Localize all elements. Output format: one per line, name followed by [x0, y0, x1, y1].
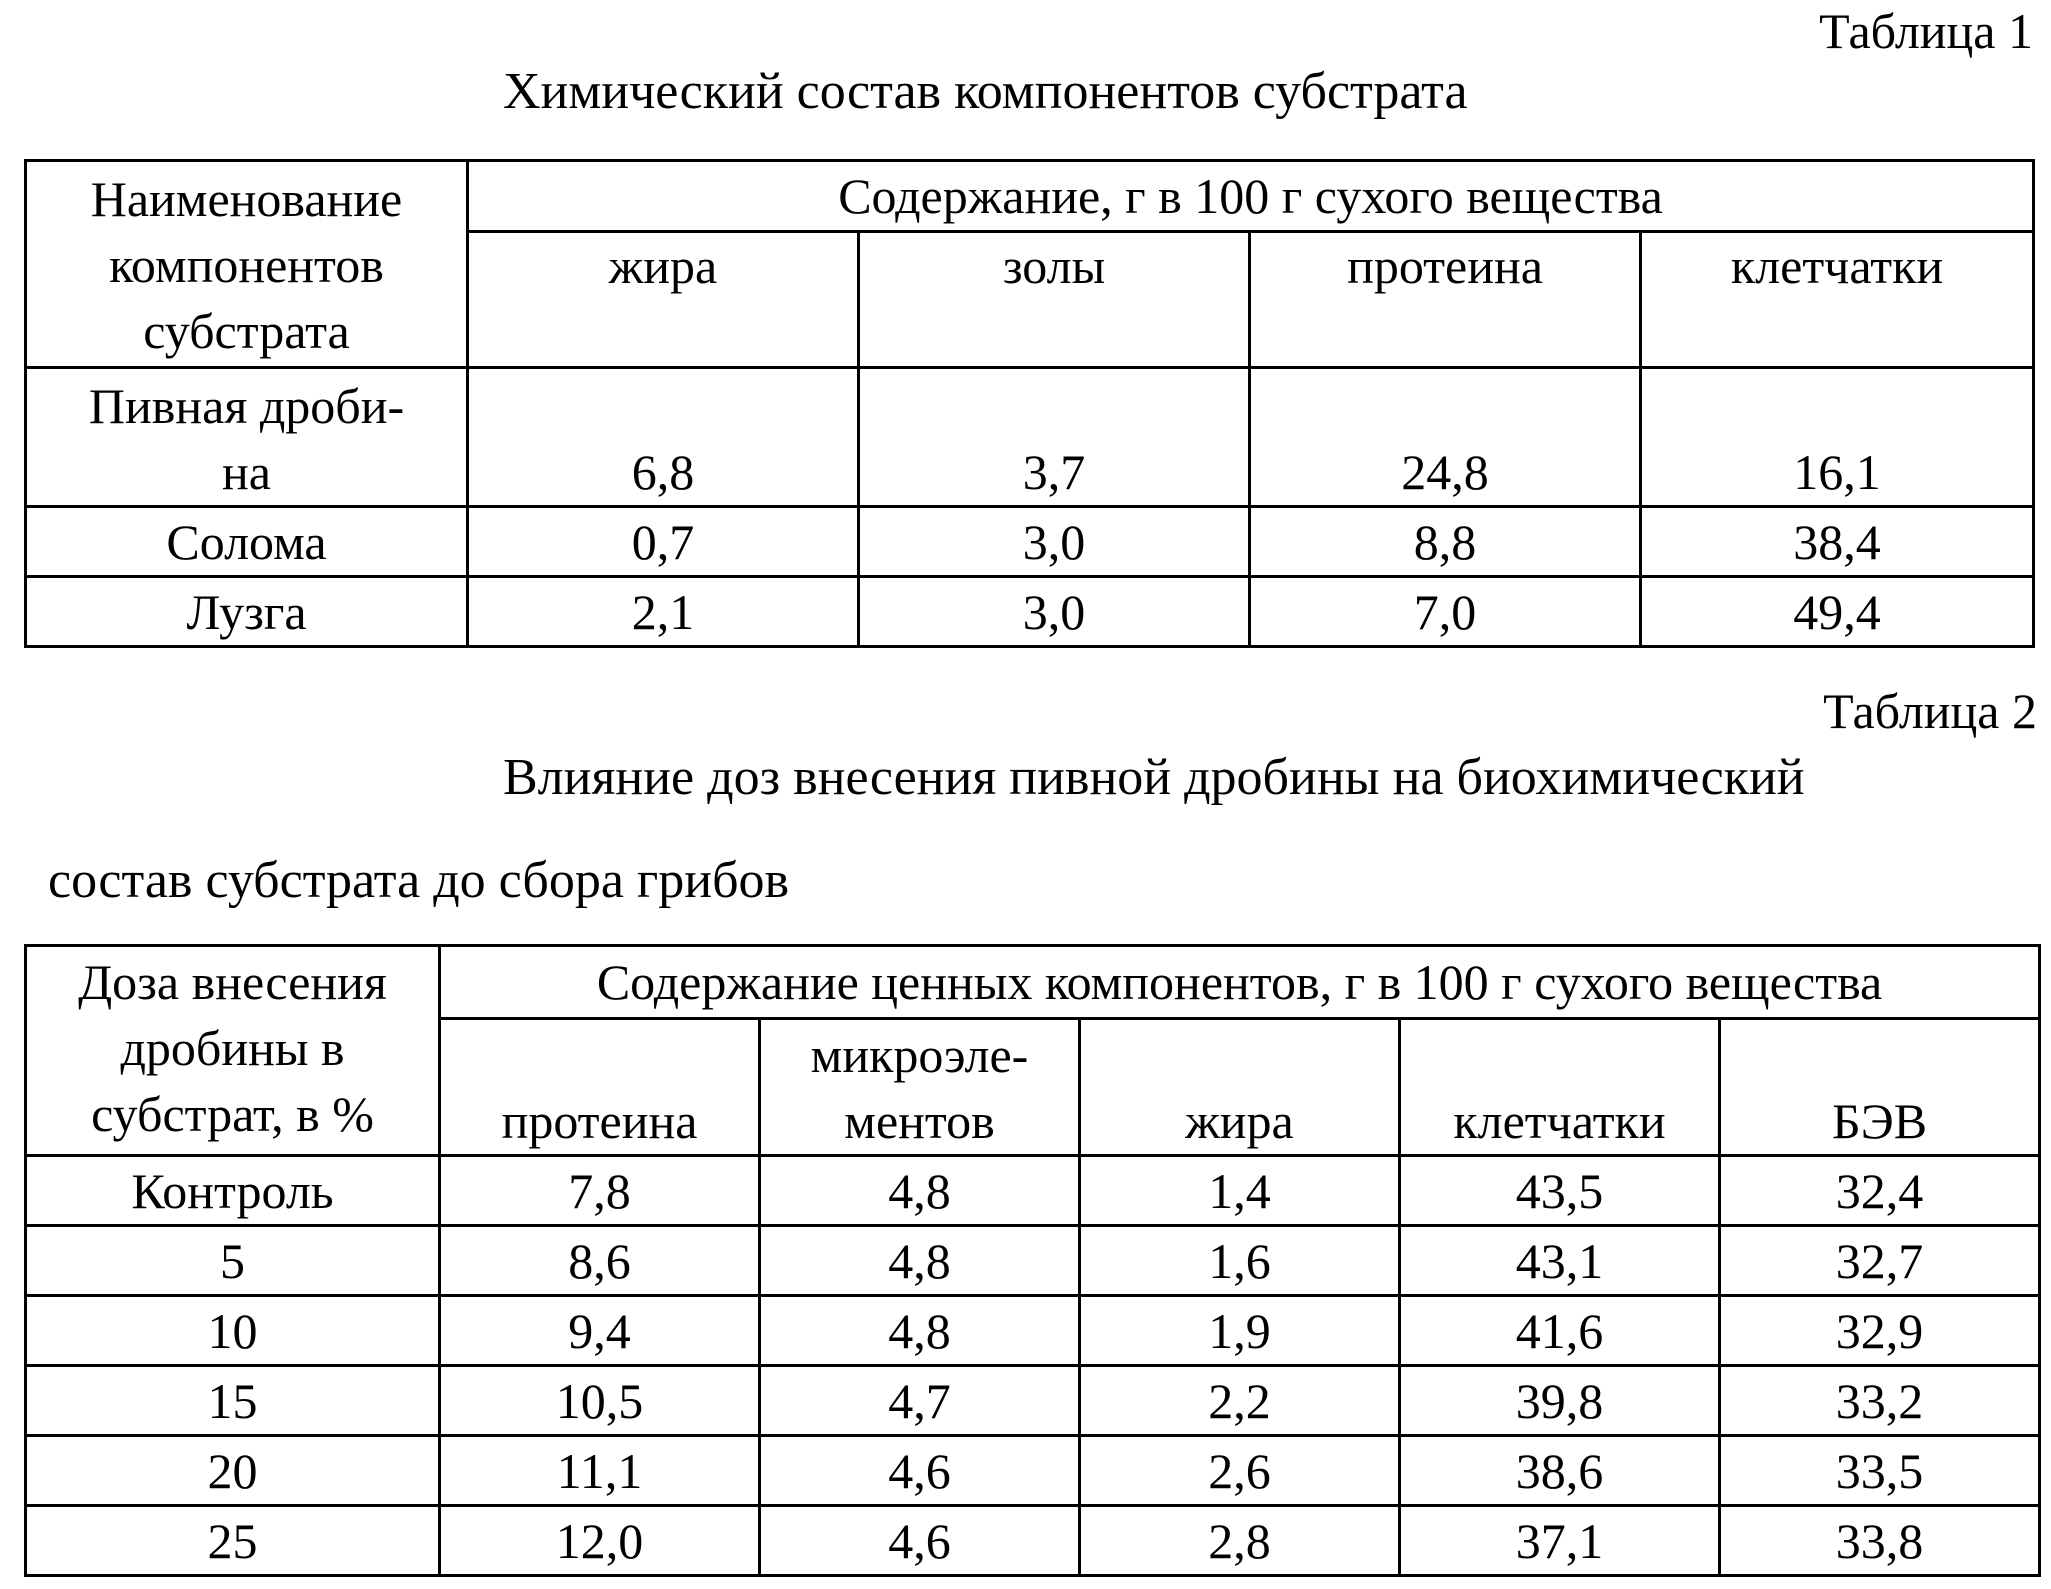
table1-cell: 24,8 — [1250, 368, 1641, 507]
table2-cell: 1,4 — [1080, 1156, 1400, 1226]
table2-cell: 4,8 — [760, 1226, 1080, 1296]
table1-cell: 3,0 — [859, 577, 1250, 647]
table2 — [24, 944, 2041, 1577]
table1-title: Химический состав компонентов субстрата — [503, 63, 1468, 120]
table1-cell: 6,8 — [468, 368, 859, 507]
table2-title-line2: состав субстрата до сбора грибов — [48, 852, 790, 909]
table1-cell: 8,8 — [1250, 507, 1641, 577]
table2-col-header: БЭВ — [1720, 1019, 2040, 1156]
table-row — [26, 1506, 2040, 1576]
table1-col-header: клетчатки — [1641, 232, 2034, 368]
table2-cell: 4,6 — [760, 1506, 1080, 1576]
table2-title-line1: Влияние доз внесения пивной дробины на биохимический — [503, 749, 1805, 806]
table2-cell: 33,5 — [1720, 1436, 2040, 1506]
table1-row-header-line: Наименование — [90, 171, 403, 227]
table2-col-header-line: микроэле- — [810, 1027, 1029, 1083]
table2-cell: 12,0 — [440, 1506, 760, 1576]
table1-cell: 16,1 — [1641, 368, 2034, 507]
table2-cell: 38,6 — [1400, 1436, 1720, 1506]
table1 — [24, 159, 2035, 648]
table1-col-header: жира — [468, 232, 859, 368]
table2-group-header: Содержание ценных компонентов, г в 100 г сухого вещества — [440, 946, 2040, 1019]
table2-cell: 4,7 — [760, 1366, 1080, 1436]
table2-cell: 1,6 — [1080, 1226, 1400, 1296]
table2-col-header: клетчатки — [1400, 1019, 1720, 1156]
table2-cell: 32,4 — [1720, 1156, 2040, 1226]
table1-cell: 3,7 — [859, 368, 1250, 507]
table1-row-name: Лузга — [26, 577, 468, 647]
table1-group-header: Содержание, г в 100 г сухого вещества — [468, 161, 2034, 232]
table2-cell: 2,6 — [1080, 1436, 1400, 1506]
table2-col-header — [760, 1019, 1080, 1156]
table1-cell: 2,1 — [468, 577, 859, 647]
table1-cell: 0,7 — [468, 507, 859, 577]
table-row — [26, 1436, 2040, 1506]
table2-dose: Контроль — [26, 1156, 440, 1226]
table2-cell: 1,9 — [1080, 1296, 1400, 1366]
table1-row-header-line: компонентов — [109, 237, 384, 293]
table2-row-header-line: субстрат, в % — [91, 1086, 374, 1142]
table2-cell: 4,8 — [760, 1296, 1080, 1366]
table1-row-header-line: субстрата — [143, 303, 350, 359]
table-row — [26, 1226, 2040, 1296]
table2-dose: 10 — [26, 1296, 440, 1366]
table2-cell: 43,5 — [1400, 1156, 1720, 1226]
table2-cell: 8,6 — [440, 1226, 760, 1296]
table2-cell: 37,1 — [1400, 1506, 1720, 1576]
table1-cell: 7,0 — [1250, 577, 1641, 647]
table-row — [26, 1156, 2040, 1226]
table2-dose: 20 — [26, 1436, 440, 1506]
table2-cell: 11,1 — [440, 1436, 760, 1506]
table1-col-header: протеина — [1250, 232, 1641, 368]
table2-col-header: жира — [1080, 1019, 1400, 1156]
table2-col-header: протеина — [440, 1019, 760, 1156]
table2-row-header-line: дробины в — [120, 1020, 345, 1076]
table2-cell: 33,8 — [1720, 1506, 2040, 1576]
table1-row-header — [26, 161, 468, 368]
table2-cell: 7,8 — [440, 1156, 760, 1226]
table2-cell: 4,6 — [760, 1436, 1080, 1506]
table-row — [26, 1296, 2040, 1366]
table1-cell: 3,0 — [859, 507, 1250, 577]
table2-dose: 5 — [26, 1226, 440, 1296]
table1-cell: 38,4 — [1641, 507, 2034, 577]
table1-col-header: золы — [859, 232, 1250, 368]
table-row — [26, 368, 2034, 507]
table2-dose: 25 — [26, 1506, 440, 1576]
table2-cell: 9,4 — [440, 1296, 760, 1366]
table-row — [26, 507, 2034, 577]
table2-dose: 15 — [26, 1366, 440, 1436]
table2-label: Таблица 2 — [1823, 683, 2037, 739]
table2-col-header-line: ментов — [844, 1093, 995, 1149]
table-row — [26, 577, 2034, 647]
table1-label: Таблица 1 — [1819, 3, 2033, 59]
table2-cell: 32,9 — [1720, 1296, 2040, 1366]
table2-cell: 2,2 — [1080, 1366, 1400, 1436]
table1-row-name-line: Пивная дроби- — [88, 378, 405, 434]
table1-row-name: Солома — [26, 507, 468, 577]
table1-row-name-line: на — [222, 444, 271, 500]
table2-cell: 41,6 — [1400, 1296, 1720, 1366]
table2-cell: 39,8 — [1400, 1366, 1720, 1436]
table2-cell: 32,7 — [1720, 1226, 2040, 1296]
table1-cell: 49,4 — [1641, 577, 2034, 647]
table1-row-name — [26, 368, 468, 507]
table-row — [26, 1366, 2040, 1436]
table2-row-header-line: Доза внесения — [78, 954, 387, 1010]
table2-cell: 43,1 — [1400, 1226, 1720, 1296]
table2-cell: 10,5 — [440, 1366, 760, 1436]
table2-cell: 33,2 — [1720, 1366, 2040, 1436]
table2-cell: 2,8 — [1080, 1506, 1400, 1576]
table2-cell: 4,8 — [760, 1156, 1080, 1226]
table2-row-header — [26, 946, 440, 1156]
